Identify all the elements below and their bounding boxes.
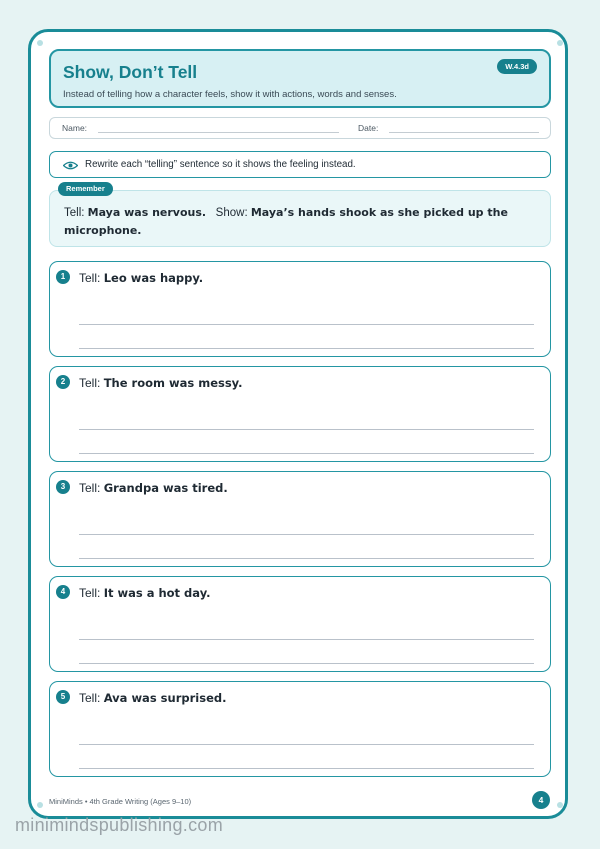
question-number: 3 — [56, 480, 70, 494]
question-text — [79, 271, 203, 285]
name-label: Name: — [62, 123, 88, 133]
question-card — [49, 261, 551, 357]
footer-text: MiniMinds • 4th Grade Writing (Ages 9–10) — [49, 797, 192, 806]
question-text — [79, 586, 211, 600]
question-card — [49, 366, 551, 462]
question-card — [49, 681, 551, 777]
name-date-row — [49, 117, 551, 139]
question-label: Tell: — [79, 481, 101, 495]
page-subtitle: Instead of telling how a character feels, show it with actions, words and senses. — [63, 89, 397, 100]
question-card — [49, 576, 551, 672]
standard-badge: W.4.3d — [497, 59, 537, 74]
question-number: 1 — [56, 270, 70, 284]
corner-dot — [557, 40, 563, 46]
answer-line[interactable] — [79, 534, 534, 535]
question-text — [79, 691, 226, 705]
date-label: Date: — [358, 123, 379, 133]
answer-line[interactable] — [79, 663, 534, 664]
question-sentence: Grandpa was tired. — [103, 481, 228, 495]
answer-line[interactable] — [79, 558, 534, 559]
answer-line[interactable] — [79, 429, 534, 430]
question-text — [79, 481, 228, 495]
answer-line[interactable] — [79, 453, 534, 454]
question-number: 4 — [56, 585, 70, 599]
question-label: Tell: — [79, 691, 101, 705]
tell-label: Tell: — [64, 207, 85, 219]
worksheet-header — [49, 49, 551, 108]
question-sentence: It was a hot day. — [103, 586, 211, 600]
question-text — [79, 376, 243, 390]
question-number: 2 — [56, 375, 70, 389]
date-field[interactable] — [389, 132, 539, 133]
answer-line[interactable] — [79, 324, 534, 325]
answer-line[interactable] — [79, 348, 534, 349]
question-sentence: Leo was happy. — [103, 271, 204, 285]
tell-example: Maya was nervous. — [87, 206, 207, 219]
remember-example — [64, 204, 534, 240]
show-label: Show: — [215, 207, 248, 219]
page-number: 4 — [532, 791, 550, 809]
remember-badge: Remember — [58, 182, 113, 196]
corner-dot — [557, 802, 563, 808]
question-label: Tell: — [79, 376, 101, 390]
question-number: 5 — [56, 690, 70, 704]
answer-line[interactable] — [79, 744, 534, 745]
question-label: Tell: — [79, 586, 101, 600]
answer-line[interactable] — [79, 639, 534, 640]
question-card — [49, 471, 551, 567]
remember-example-box — [49, 190, 551, 247]
eye-icon — [63, 161, 78, 170]
instruction-text: Rewrite each “telling” sentence so it shows the feeling instead. — [85, 159, 356, 170]
corner-dot — [37, 802, 43, 808]
question-sentence: The room was messy. — [103, 376, 243, 390]
page-title: Show, Don’t Tell — [63, 62, 198, 82]
question-sentence: Ava was surprised. — [103, 691, 227, 705]
corner-dot — [37, 40, 43, 46]
show-example: Maya’s hands shook as she picked up the microphone. — [64, 206, 508, 237]
question-label: Tell: — [79, 271, 101, 285]
instruction-box — [49, 151, 551, 178]
answer-line[interactable] — [79, 768, 534, 769]
watermark: minimindspublishing.com — [15, 815, 223, 835]
name-field[interactable] — [98, 132, 339, 133]
